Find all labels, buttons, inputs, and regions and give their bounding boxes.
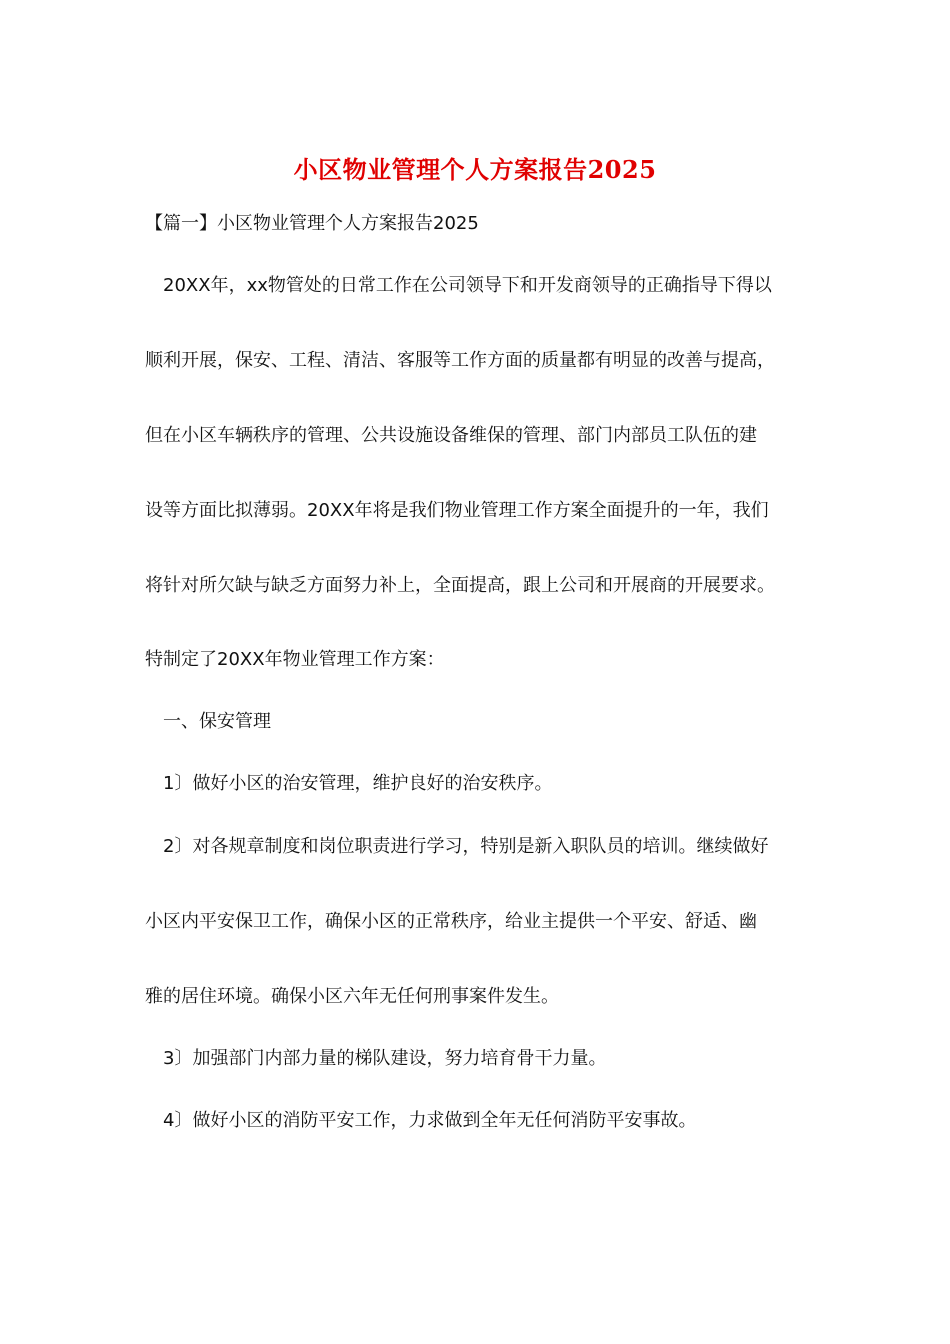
section-subtitle: 【篇一】小区物业管理个人方案报告2025	[145, 213, 479, 234]
list-item-continuation: 雅的居住环境。确保小区六年无任何刑事案件发生。	[145, 986, 559, 1007]
paragraph-line: 特制定了20XX年物业管理工作方案：	[145, 649, 445, 670]
paragraph-line: 但在小区车辆秩序的管理、公共设施设备维保的管理、部门内部员工队伍的建	[145, 425, 757, 446]
list-item: 1〕做好小区的治安管理，维护良好的治安秩序。	[163, 773, 553, 794]
section-heading: 一、保安管理	[163, 711, 271, 732]
list-item: 4〕做好小区的消防平安工作，力求做到全年无任何消防平安事故。	[163, 1110, 697, 1131]
paragraph-line: 设等方面比拟薄弱。20XX年将是我们物业管理工作方案全面提升的一年，我们	[145, 500, 769, 521]
list-item: 2〕对各规章制度和岗位职责进行学习，特别是新入职队员的培训。继续做好	[163, 836, 769, 857]
list-item: 3〕加强部门内部力量的梯队建设，努力培育骨干力量。	[163, 1048, 607, 1069]
paragraph-line: 将针对所欠缺与缺乏方面努力补上，全面提高，跟上公司和开展商的开展要求。	[145, 575, 775, 596]
list-item-continuation: 小区内平安保卫工作，确保小区的正常秩序，给业主提供一个平安、舒适、幽	[145, 911, 757, 932]
document-title: 小区物业管理个人方案报告2025	[293, 155, 657, 184]
paragraph-line: 20XX年，xx物管处的日常工作在公司领导下和开发商领导的正确指导下得以	[163, 275, 772, 296]
paragraph-line: 顺利开展，保安、工程、清洁、客服等工作方面的质量都有明显的改善与提高，	[145, 350, 775, 371]
